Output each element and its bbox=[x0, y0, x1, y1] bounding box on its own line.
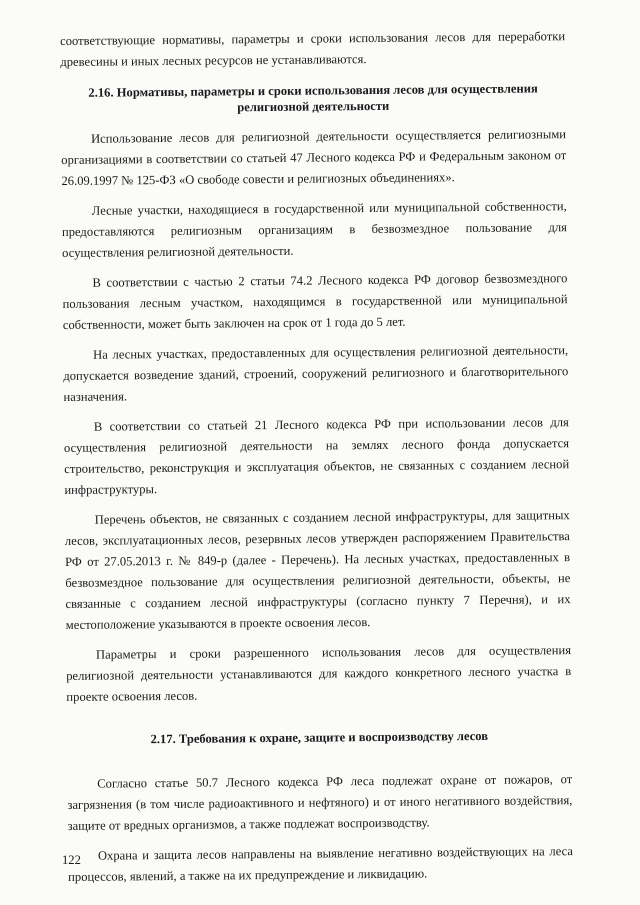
section-2-17-heading: 2.17. Требования к охране, защите и воспроизводству лесов bbox=[150, 728, 489, 747]
s216-paragraph-6: Перечень объектов, не связанных с созданием лесной инфраструктуры, для защитных лесов, эксплуатационных лесов, резервных лесов утвержден распоряжением Правительства РФ от 27.05.2013 г. № 849-р (далее - Перечень). На лесных участках, предоставленных в безвозмездное пользование для осуществления религиозной деятельности, объекты, не связанные с созданием лесной инфраструктуры (согласно пункту 7 Перечня), и их местоположение указываются в проекте освоения лесов. bbox=[64, 508, 571, 632]
s217-paragraph-2: Охрана и защита лесов направлены на выявление негативно воздействующих на леса процессов, явлений, а также на их предупреждение и ликвидацию. bbox=[68, 844, 573, 884]
s216-paragraph-7: Параметры и сроки разрешенного использования лесов для осуществления религиозной деятельности устанавливаются для каждого конкретного лесного участка в проекте освоения лесов. bbox=[66, 643, 572, 704]
s216-paragraph-3: В соответствии с частью 2 статьи 74.2 Лесного кодекса РФ договор безвозмездного пользования лесным участком, находящимся в государственной или муниципальной собственности, может быть заключен на срок от 1 года до 5 лет. bbox=[62, 271, 568, 332]
s216-paragraph-2: Лесные участки, находящиеся в государственной или муниципальной собственности, предоставляются религиозным организациям в безвозмездное пользование для осуществления религиозной деятельности. bbox=[61, 199, 567, 260]
s216-paragraph-4: На лесных участках, предоставленных для осуществления религиозной деятельности, допускается возведение зданий, строений, сооружений религиозного и благотворительного назначения. bbox=[63, 343, 569, 404]
page-content bbox=[60, 26, 573, 888]
section-2-16-heading: 2.16. Нормативы, параметры и сроки использования лесов для осуществления религиозной деятельности bbox=[88, 81, 538, 115]
s217-paragraph-1: Согласно статье 50.7 Лесного кодекса РФ леса подлежат охране от пожаров, от загрязнения (в том числе радиоактивного и нефтяного) и от иного негативного воздействия, защите от вредных организмов, а также подлежат воспроизводству. bbox=[67, 772, 573, 833]
s216-paragraph-1: Использование лесов для религиозной деятельности осуществляется религиозными организациями в соответствии со статьей 47 Лесного кодекса РФ и Федеральным законом от 26.09.1997 № 125-ФЗ «О свободе совести и религиозных объединениях». bbox=[61, 127, 567, 188]
s216-paragraph-5: В соответствии со статьей 21 Лесного кодекса РФ при использовании лесов для осуществления религиозной деятельности на землях лесного фонда допускается строительство, реконструкция и эксплуатация объектов, не связанных с созданием лесной инфраструктуры. bbox=[63, 415, 570, 497]
intro-fragment: соответствующие нормативы, параметры и сроки использования лесов для переработки древесины и иных лесных ресурсов не устанавливаются. bbox=[60, 29, 566, 69]
page-number: 122 bbox=[62, 853, 81, 867]
